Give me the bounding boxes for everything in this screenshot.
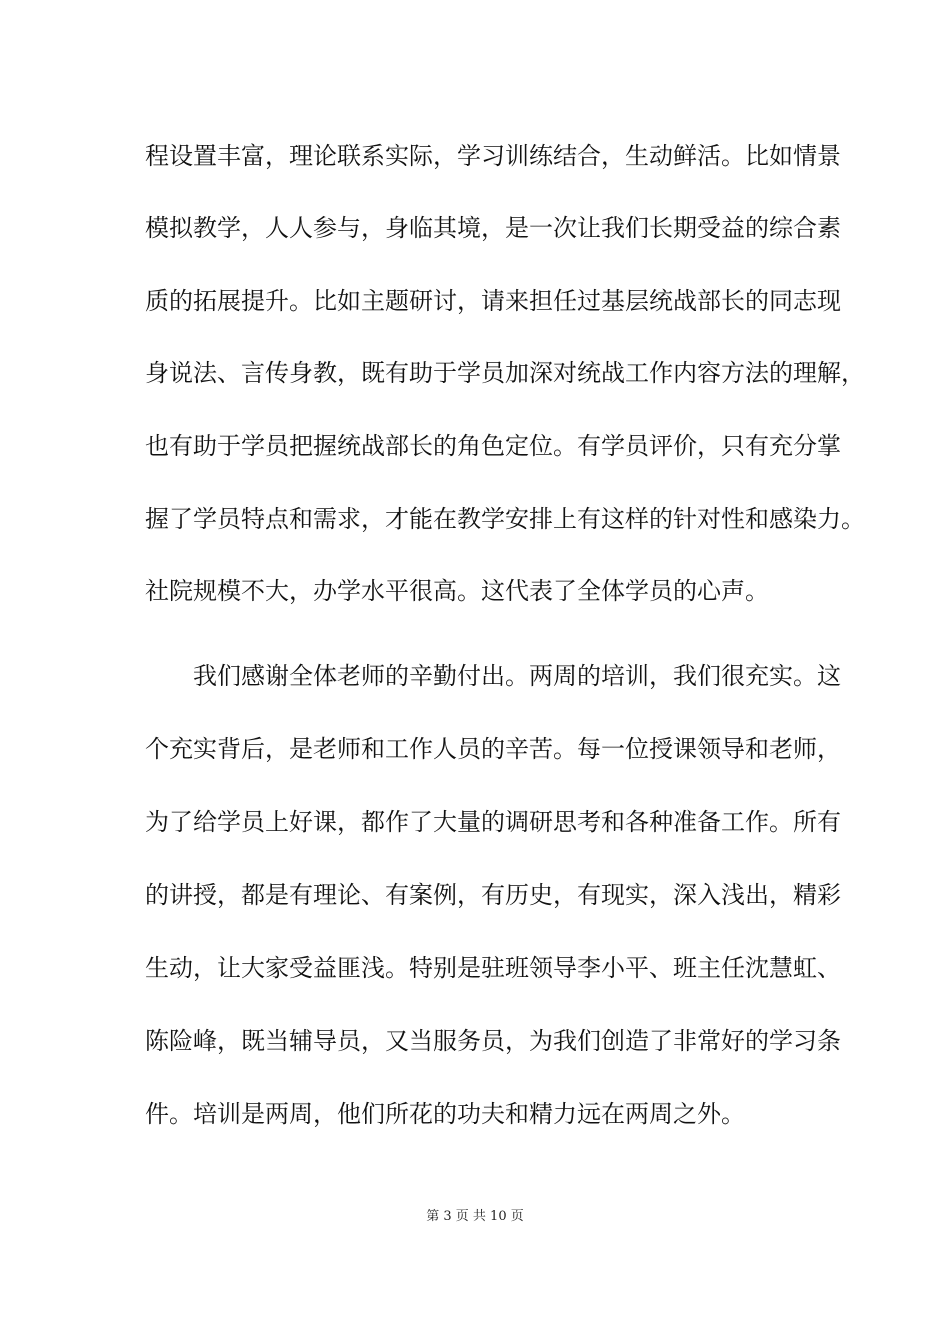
page-footer: 第 3 页 共 10 页	[426, 1209, 524, 1224]
paragraph-1-line-1: 程设置丰富，理论联系实际，学习训练结合，生动鲜活。比如情景	[145, 142, 841, 170]
paragraph-2-line-6: 陈险峰，既当辅导员，又当服务员，为我们创造了非常好的学习条	[145, 1027, 841, 1055]
paragraph-1-line-5: 也有助于学员把握统战部长的角色定位。有学员评价，只有充分掌	[145, 432, 841, 460]
paragraph-2-line-7: 件。培训是两周，他们所花的功夫和精力远在两周之外。	[145, 1100, 745, 1128]
paragraph-2-line-4: 的讲授，都是有理论、有案例，有历史，有现实，深入浅出，精彩	[145, 881, 841, 909]
paragraph-1-line-7: 社院规模不大，办学水平很高。这代表了全体学员的心声。	[145, 577, 769, 605]
paragraph-1-line-2: 模拟教学，人人参与，身临其境，是一次让我们长期受益的综合素	[145, 214, 841, 242]
paragraph-2-line-5: 生动，让大家受益匪浅。特别是驻班领导李小平、班主任沈慧虹、	[145, 954, 841, 982]
paragraph-1-line-4: 身说法、言传身教，既有助于学员加深对统战工作内容方法的理解，	[145, 359, 865, 387]
paragraph-1-line-3: 质的拓展提升。比如主题研讨，请来担任过基层统战部长的同志现	[145, 287, 841, 315]
paragraph-2-line-1: 我们感谢全体老师的辛勤付出。两周的培训，我们很充实。这	[193, 662, 841, 690]
paragraph-1-line-6: 握了学员特点和需求，才能在教学安排上有这样的针对性和感染力。	[145, 505, 865, 533]
paragraph-2-line-3: 为了给学员上好课，都作了大量的调研思考和各种准备工作。所有	[145, 808, 841, 836]
paragraph-2-line-2: 个充实背后，是老师和工作人员的辛苦。每一位授课领导和老师，	[145, 735, 841, 763]
